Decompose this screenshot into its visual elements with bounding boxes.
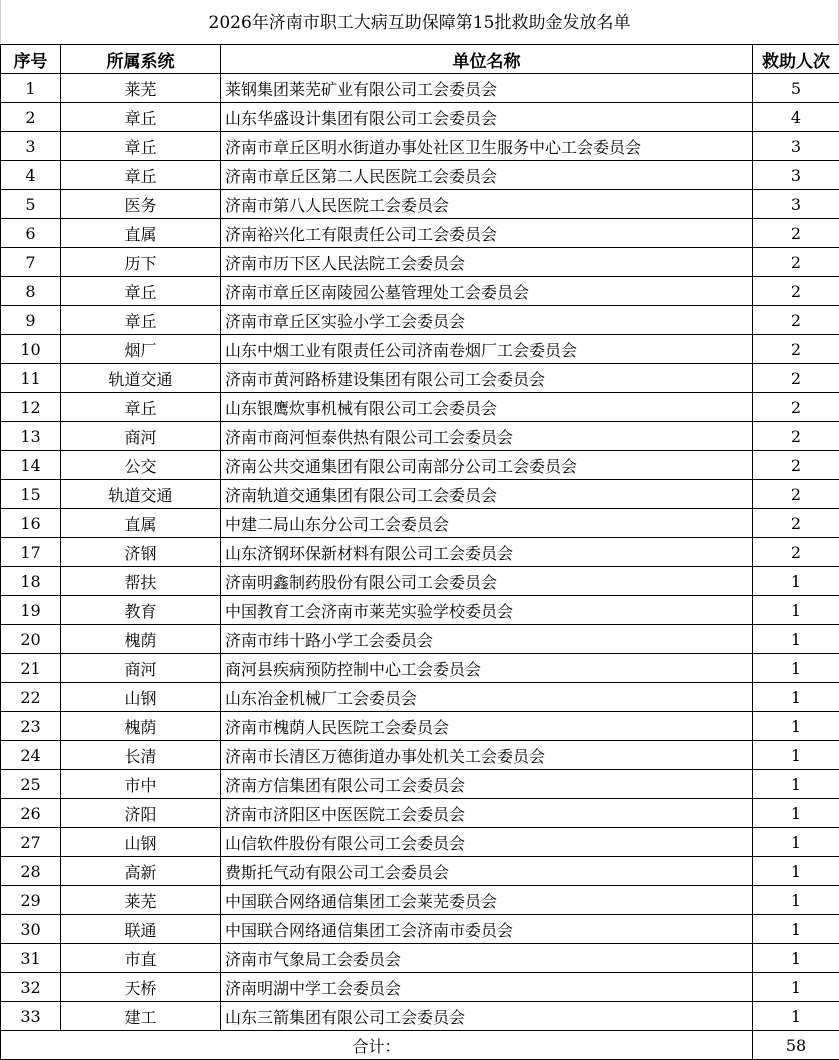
row-system: 章丘 [61,306,221,335]
row-system: 山钢 [61,683,221,712]
row-unit: 中建二局山东分公司工会委员会 [221,509,753,538]
row-index: 10 [1,335,61,364]
row-system: 章丘 [61,132,221,161]
row-unit: 济南市济阳区中医医院工会委员会 [221,799,753,828]
row-unit: 山信软件股份有限公司工会委员会 [221,828,753,857]
row-system: 长清 [61,741,221,770]
row-unit: 济南市气象局工会委员会 [221,944,753,973]
row-unit: 山东冶金机械厂工会委员会 [221,683,753,712]
row-unit: 济南市黄河路桥建设集团有限公司工会委员会 [221,364,753,393]
row-count: 1 [753,712,839,741]
row-system: 章丘 [61,277,221,306]
row-index: 7 [1,248,61,277]
row-count: 1 [753,915,839,944]
table-row [1,799,839,828]
row-count: 2 [753,248,839,277]
row-system: 章丘 [61,161,221,190]
row-unit: 济南市纬十路小学工会委员会 [221,625,753,654]
row-system: 商河 [61,654,221,683]
table-row [1,741,839,770]
table-row [1,393,839,422]
table-row [1,625,839,654]
row-unit: 济南市章丘区南陵园公墓管理处工会委员会 [221,277,753,306]
row-count: 3 [753,190,839,219]
row-count: 2 [753,480,839,509]
row-index: 3 [1,132,61,161]
row-index: 28 [1,857,61,886]
table-row [1,132,839,161]
table-row [1,509,839,538]
table-row [1,451,839,480]
header-count: 救助人次 [753,45,839,74]
row-system: 山钢 [61,828,221,857]
table-row [1,190,839,219]
row-system: 莱芜 [61,74,221,103]
table-row [1,306,839,335]
row-index: 30 [1,915,61,944]
row-count: 2 [753,393,839,422]
table-row [1,567,839,596]
row-unit: 山东银鹰炊事机械有限公司工会委员会 [221,393,753,422]
row-unit: 济南公共交通集团有限公司南部分公司工会委员会 [221,451,753,480]
table-row [1,944,839,973]
total-value: 58 [753,1031,839,1060]
row-count: 4 [753,103,839,132]
row-unit: 济南明湖中学工会委员会 [221,973,753,1002]
table-row [1,480,839,509]
row-count: 2 [753,422,839,451]
row-unit: 莱钢集团莱芜矿业有限公司工会委员会 [221,74,753,103]
row-index: 15 [1,480,61,509]
row-unit: 商河县疾病预防控制中心工会委员会 [221,654,753,683]
table-row [1,219,839,248]
table-row [1,335,839,364]
document-title: 2026年济南市职工大病互助保障第15批救助金发放名单 [0,0,839,44]
row-system: 烟厂 [61,335,221,364]
row-count: 2 [753,335,839,364]
row-count: 2 [753,277,839,306]
row-unit: 中国联合网络通信集团工会济南市委员会 [221,915,753,944]
row-unit: 济南裕兴化工有限责任公司工会委员会 [221,219,753,248]
row-index: 16 [1,509,61,538]
table-row [1,683,839,712]
row-index: 23 [1,712,61,741]
row-index: 24 [1,741,61,770]
row-count: 1 [753,683,839,712]
row-system: 高新 [61,857,221,886]
row-index: 26 [1,799,61,828]
row-index: 32 [1,973,61,1002]
row-count: 2 [753,451,839,480]
row-system: 公交 [61,451,221,480]
row-system: 建工 [61,1002,221,1031]
row-count: 1 [753,770,839,799]
row-unit: 山东华盛设计集团有限公司工会委员会 [221,103,753,132]
row-system: 章丘 [61,103,221,132]
row-count: 1 [753,973,839,1002]
table-row [1,538,839,567]
row-count: 1 [753,654,839,683]
table-row [1,857,839,886]
row-unit: 济南方信集团有限公司工会委员会 [221,770,753,799]
table-row [1,886,839,915]
row-unit: 济南市第八人民医院工会委员会 [221,190,753,219]
row-system: 轨道交通 [61,480,221,509]
row-unit: 济南市长清区万德街道办事处机关工会委员会 [221,741,753,770]
row-unit: 费斯托气动有限公司工会委员会 [221,857,753,886]
row-unit: 济南市商河恒泰供热有限公司工会委员会 [221,422,753,451]
table-row [1,1002,839,1031]
table-row [1,74,839,103]
table-row [1,277,839,306]
row-system: 医务 [61,190,221,219]
row-count: 1 [753,857,839,886]
row-count: 5 [753,74,839,103]
row-unit: 济南明鑫制药股份有限公司工会委员会 [221,567,753,596]
table-row [1,248,839,277]
row-index: 20 [1,625,61,654]
table-row [1,161,839,190]
row-index: 33 [1,1002,61,1031]
row-count: 2 [753,364,839,393]
row-system: 槐荫 [61,712,221,741]
table-row [1,596,839,625]
row-count: 2 [753,306,839,335]
table-row [1,364,839,393]
row-index: 9 [1,306,61,335]
relief-list-table [0,44,839,1060]
table-row [1,103,839,132]
row-count: 1 [753,596,839,625]
row-system: 市中 [61,770,221,799]
table-row [1,915,839,944]
row-index: 25 [1,770,61,799]
row-unit: 济南市章丘区实验小学工会委员会 [221,306,753,335]
table-row [1,712,839,741]
total-label: 合计： [1,1031,753,1060]
row-index: 29 [1,886,61,915]
row-system: 直属 [61,219,221,248]
row-index: 6 [1,219,61,248]
row-unit: 济南市历下区人民法院工会委员会 [221,248,753,277]
row-system: 济阳 [61,799,221,828]
row-unit: 济南市章丘区第二人民医院工会委员会 [221,161,753,190]
row-system: 帮扶 [61,567,221,596]
row-count: 1 [753,567,839,596]
row-index: 1 [1,74,61,103]
row-index: 4 [1,161,61,190]
header-row [1,45,839,74]
row-count: 2 [753,538,839,567]
row-index: 17 [1,538,61,567]
row-unit: 山东济钢环保新材料有限公司工会委员会 [221,538,753,567]
row-count: 1 [753,886,839,915]
total-row [1,1031,839,1060]
row-count: 1 [753,625,839,654]
row-system: 联通 [61,915,221,944]
row-system: 商河 [61,422,221,451]
row-unit: 济南市槐荫人民医院工会委员会 [221,712,753,741]
table-row [1,422,839,451]
row-index: 31 [1,944,61,973]
row-index: 14 [1,451,61,480]
table-row [1,770,839,799]
row-index: 21 [1,654,61,683]
row-unit: 济南轨道交通集团有限公司工会委员会 [221,480,753,509]
row-count: 3 [753,161,839,190]
row-count: 1 [753,944,839,973]
row-unit: 济南市章丘区明水街道办事处社区卫生服务中心工会委员会 [221,132,753,161]
row-system: 历下 [61,248,221,277]
row-index: 22 [1,683,61,712]
row-system: 槐荫 [61,625,221,654]
row-count: 2 [753,509,839,538]
header-index: 序号 [1,45,61,74]
row-count: 1 [753,799,839,828]
row-count: 1 [753,1002,839,1031]
row-system: 济钢 [61,538,221,567]
header-unit: 单位名称 [221,45,753,74]
row-count: 2 [753,219,839,248]
row-count: 3 [753,132,839,161]
row-index: 8 [1,277,61,306]
row-unit: 中国教育工会济南市莱芜实验学校委员会 [221,596,753,625]
row-system: 教育 [61,596,221,625]
row-index: 5 [1,190,61,219]
row-system: 市直 [61,944,221,973]
row-system: 轨道交通 [61,364,221,393]
row-index: 2 [1,103,61,132]
header-system: 所属系统 [61,45,221,74]
table-row [1,973,839,1002]
row-unit: 山东三箭集团有限公司工会委员会 [221,1002,753,1031]
row-system: 直属 [61,509,221,538]
row-count: 1 [753,828,839,857]
row-system: 天桥 [61,973,221,1002]
row-unit: 中国联合网络通信集团工会莱芜委员会 [221,886,753,915]
table-row [1,654,839,683]
row-unit: 山东中烟工业有限责任公司济南卷烟厂工会委员会 [221,335,753,364]
row-system: 莱芜 [61,886,221,915]
row-index: 12 [1,393,61,422]
row-index: 19 [1,596,61,625]
row-index: 13 [1,422,61,451]
row-count: 1 [753,741,839,770]
row-index: 11 [1,364,61,393]
row-index: 27 [1,828,61,857]
table-row [1,828,839,857]
row-system: 章丘 [61,393,221,422]
row-index: 18 [1,567,61,596]
